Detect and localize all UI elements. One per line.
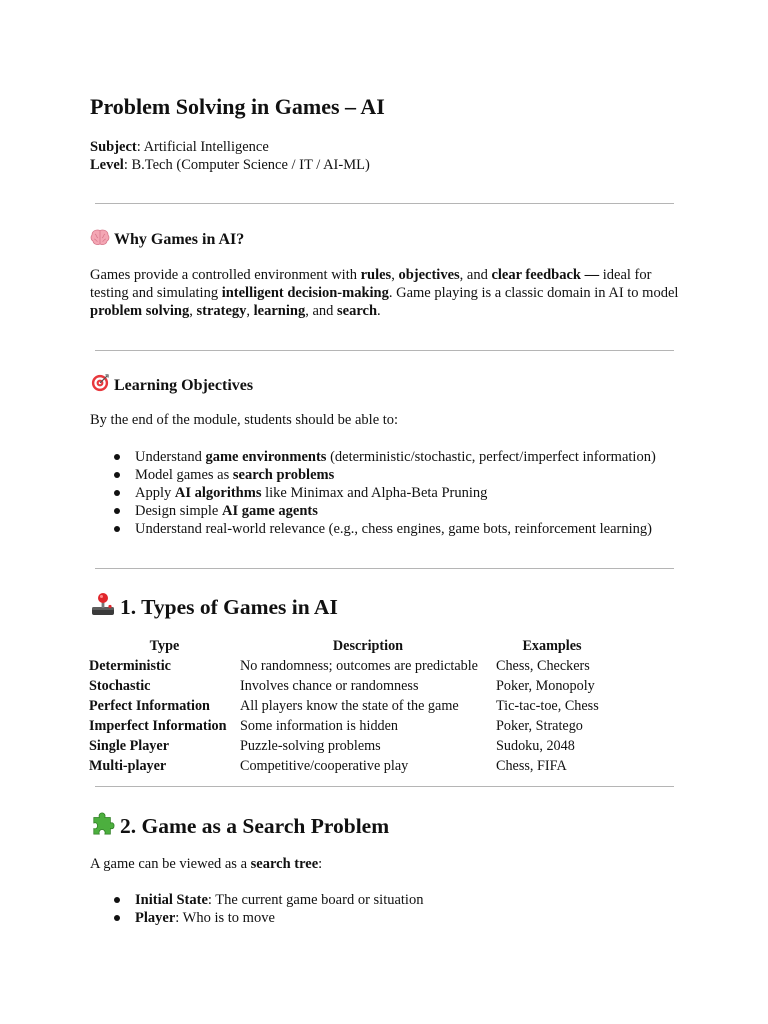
level-value: : B.Tech (Computer Science / IT / AI-ML) [123,157,370,173]
list-item [112,466,712,484]
types-of-games-heading-text: 1. Types of Games in AI [120,595,338,619]
item-bold: Player [135,910,176,926]
types-of-games-heading [90,592,338,622]
examples-cell: Chess, FIFA [496,758,567,774]
level-label: Level [90,157,124,173]
examples-cell: Tic-tac-toe, Chess [496,698,599,714]
subject-line [90,139,269,156]
examples-cell: Poker, Stratego [496,718,583,734]
bullet-dot [114,915,120,921]
text-run: Games provide a controlled environment with [90,267,361,283]
type-cell: Perfect Information [89,698,210,714]
bold-learning: learning [253,303,306,319]
type-cell: Imperfect Information [89,718,227,734]
description-cell: No randomness; outcomes are predictable [240,658,478,674]
search-problem-heading-text: 2. Game as a Search Problem [120,814,390,838]
brain-icon [90,229,110,251]
description-cell: Some information is hidden [240,718,399,734]
joystick-icon [90,592,116,622]
divider [95,568,674,569]
learning-objectives-heading [90,374,253,397]
list-item [112,502,712,520]
bold-strategy: strategy [196,303,247,319]
examples-cell: Poker, Monopoly [496,678,595,694]
item-text: Apply [135,485,175,501]
text-run: ideal for testing and simulating [90,267,652,301]
text-run: A game can be viewed as a [90,856,251,872]
learning-objectives-heading-text: Learning Objectives [114,377,254,394]
column-header-type: Type [149,638,180,654]
item-text: Understand [135,449,206,465]
description-cell: Competitive/cooperative play [240,758,409,774]
list-item [112,520,712,538]
objectives-list [112,448,712,538]
table-row [89,656,608,676]
item-text: Design simple [135,503,222,519]
type-cell: Single Player [89,738,169,754]
table-row [89,756,608,776]
bullet-dot [114,454,120,460]
item-bold: game environments [205,449,327,465]
description-cell: Puzzle-solving problems [240,738,381,754]
item-bold: AI game agents [222,503,318,519]
item-text: like Minimax and Alpha-Beta Pruning [261,485,488,501]
level-line [90,157,370,174]
bold-problem-solving: problem solving [90,303,190,319]
item-text: : Who is to move [175,910,275,926]
list-item [112,484,712,502]
item-text: Model games as [135,467,233,483]
table-row [89,676,608,696]
column-header-description: Description [332,638,404,654]
subject-label: Subject [90,139,137,155]
table-row [89,716,608,736]
list-item [112,909,712,927]
search-list [112,891,712,927]
bullet-dot [114,472,120,478]
item-text: Understand real-world relevance (e.g., chess engines, game bots, reinforcement learning) [135,521,652,537]
bullet-dot [114,526,120,532]
list-item [112,891,712,909]
text-run: , and [459,267,492,283]
item-bold: AI algorithms [174,485,262,501]
table-header-row [89,636,608,656]
subject-value: : Artificial Intelligence [136,139,269,155]
type-cell: Multi-player [89,758,167,774]
types-of-games-table [89,636,608,776]
bold-intelligent-decision-making: intelligent decision-making [221,285,389,301]
page-title: Problem Solving in Games – AI [90,94,385,119]
item-bold: Initial State [135,892,208,908]
bold-objectives: objectives [398,267,460,283]
search-problem-heading [90,811,389,841]
divider [95,350,674,351]
why-games-paragraph [90,266,690,320]
text-run: , and [305,303,338,319]
divider [95,203,674,204]
column-header-examples: Examples [522,638,582,654]
puzzle-piece-icon [90,811,116,841]
objectives-intro: By the end of the module, students should be able to: [90,412,399,428]
why-games-heading-text: Why Games in AI? [114,231,245,248]
text-run: . [377,303,381,319]
description-cell: All players know the state of the game [240,698,459,714]
table-row [89,736,608,756]
list-item [112,448,712,466]
text-run: , [391,267,399,283]
examples-cell: Chess, Checkers [496,658,590,674]
bold-rules: rules [360,267,392,283]
bullet-dot [114,897,120,903]
table-row [89,696,608,716]
text-run: : [318,856,323,872]
bullet-dot [114,490,120,496]
bold-search-tree: search tree [250,856,319,872]
item-text: (deterministic/stochastic, perfect/imperfect information) [326,449,656,465]
item-text: : The current game board or situation [207,892,424,908]
search-intro [90,855,690,873]
target-icon [90,374,110,397]
bullet-dot [114,508,120,514]
text-run: . Game playing is a classic domain in AI to model [388,285,679,301]
type-cell: Stochastic [89,678,151,694]
item-bold: search problems [232,467,335,483]
divider [95,786,674,787]
bold-search: search [337,303,378,319]
examples-cell: Sudoku, 2048 [496,738,575,754]
bold-clear-feedback: clear feedback — [491,267,600,283]
text-run: , [246,303,254,319]
type-cell: Deterministic [89,658,171,674]
text-run: , [189,303,197,319]
description-cell: Involves chance or randomness [240,678,419,694]
why-games-heading [90,229,244,251]
